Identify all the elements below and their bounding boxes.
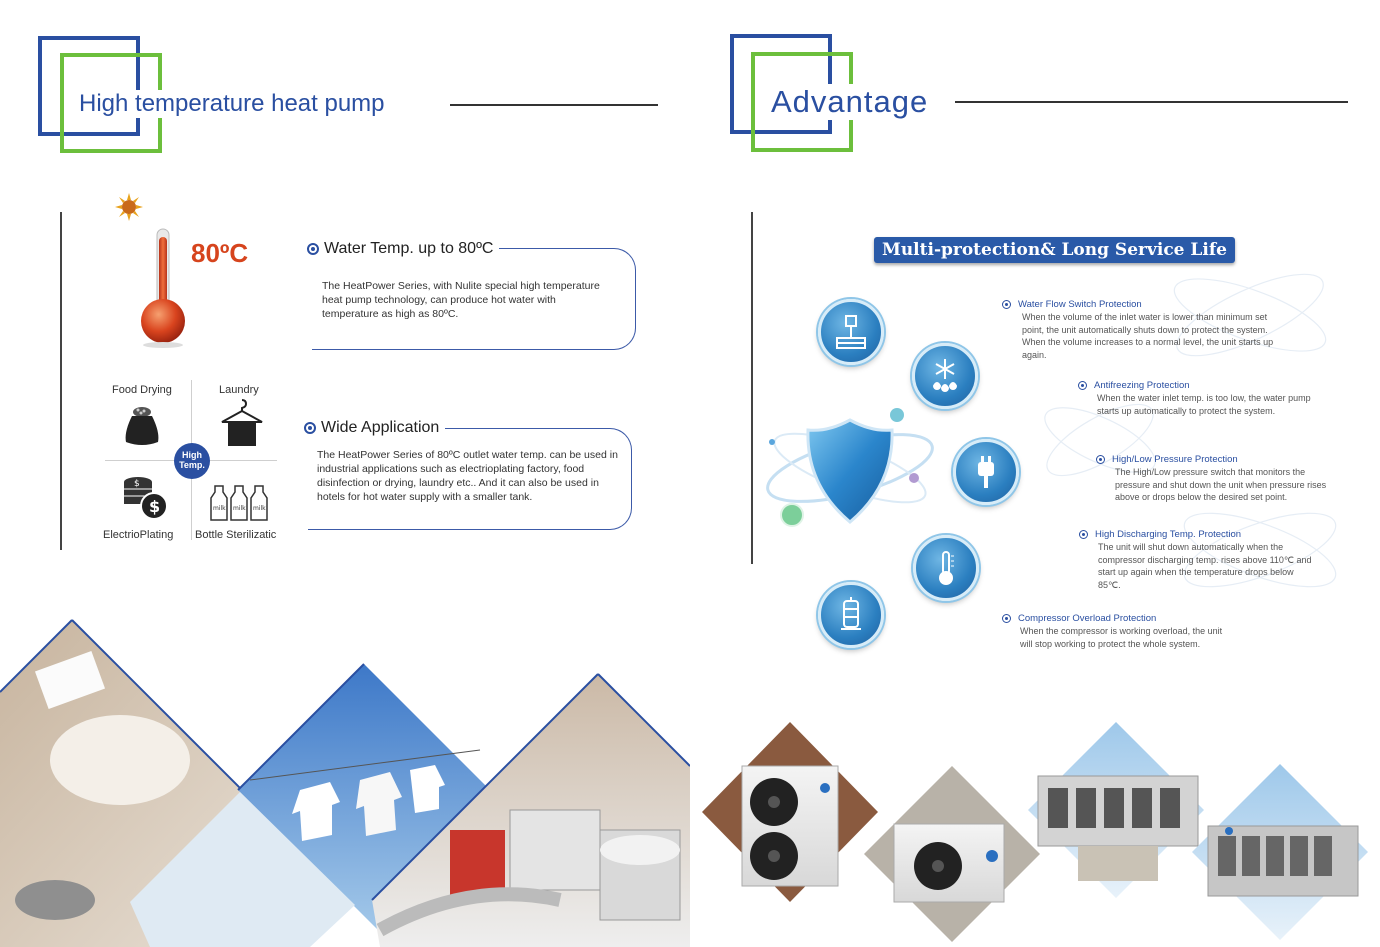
protection-discharge-text: The unit will shut down automatically when the compressor discharging temp. rises above 110℃ and start up again when the temperature drops below 85℃.: [1098, 542, 1312, 590]
milk-bottles-icon: [208, 484, 270, 522]
grain-sack-icon: [120, 402, 164, 446]
heading-rule-right: [955, 101, 1348, 103]
discharge-thermometer-icon: [913, 535, 979, 601]
bullet-icon: [1096, 455, 1105, 464]
milk-label: milk: [253, 505, 266, 512]
protection-title-4: [1002, 613, 1156, 624]
feature-wide-application-heading: Wide Application: [321, 419, 440, 436]
category-electroplating: ElectrioPlating: [103, 529, 174, 541]
protection-banner: Multi-protection& Long Service Life: [874, 237, 1235, 263]
protection-title-1: [1078, 380, 1190, 391]
high-temp-badge: [174, 443, 210, 479]
pressure-plug-icon: [953, 439, 1019, 505]
heading-rule-left: [450, 104, 658, 106]
feature-wide-application-text: The HeatPower Series of 80ºC outlet water temp. can be used in industrial applications such as electrioplating factory, food disinfection or drying, laundry etc.. And it can also be used in hotels for hot water supply with a smaller tank.: [317, 449, 618, 503]
protection-title-2: [1096, 454, 1238, 465]
svg-text:$: $: [134, 479, 140, 489]
water-flow-switch-icon: [818, 299, 884, 365]
section-divider-right: [751, 212, 753, 564]
category-laundry: Laundry: [219, 384, 259, 396]
feature-water-temp-text: The HeatPower Series, with Nulite special high temperature heat pump technology, can produce hot water with temperature as high as 80ºC.: [322, 280, 600, 320]
hanger-shirt-icon: [218, 396, 266, 448]
protection-compressor-text: When the compressor is working overload, the unit will stop working to protect the whole system.: [1020, 626, 1223, 649]
thermometer-icon: [138, 225, 198, 349]
protection-discharge-title: High Discharging Temp. Protection: [1095, 529, 1242, 540]
feature-water-temp-title: [307, 240, 499, 258]
high-temp-badge-line1: High: [182, 450, 202, 460]
protection-antifreezing-text: When the water inlet temp. is too low, the water pump starts up automatically to protect the system.: [1097, 393, 1311, 416]
protection-pressure-title: High/Low Pressure Protection: [1112, 454, 1238, 465]
bullet-icon: [1078, 381, 1087, 390]
protection-water-flow-title: Water Flow Switch Protection: [1018, 299, 1142, 310]
application-photo-collage: [0, 600, 690, 947]
protection-water-flow-text: When the volume of the inlet water is lower than minimum set point, the unit automatically shuts down to protect the system. When the volume increases to a normal level, the unit starts up again.: [1022, 312, 1274, 360]
milk-label: milk: [233, 505, 246, 512]
protection-title-3: [1079, 529, 1241, 540]
protection-pressure-text: The High/Low pressure switch that monitors the pressure and shut down the unit when pressure rises above or drops below the desired set point.: [1115, 467, 1327, 502]
compressor-icon: [818, 582, 884, 648]
bullet-icon: [1002, 300, 1011, 309]
section-divider-left: [60, 212, 62, 550]
sun-icon: [115, 193, 143, 221]
protection-compressor-title: Compressor Overload Protection: [1018, 613, 1157, 624]
milk-label: milk: [213, 505, 226, 512]
category-food-drying: Food Drying: [112, 384, 172, 396]
bullet-icon: [1079, 530, 1088, 539]
protection-title-0: [1002, 299, 1142, 310]
feature-wide-application-title: [304, 419, 445, 437]
bullet-icon: [307, 243, 319, 255]
bullet-icon: [1002, 614, 1011, 623]
installation-photo-row: [698, 716, 1380, 947]
category-bottle-sterilization: Bottle Sterilizatic: [195, 529, 277, 541]
bullet-icon: [304, 422, 316, 434]
antifreeze-snowflake-icon: [912, 343, 978, 409]
svg-text:$: $: [149, 497, 161, 516]
temperature-label: 80ºC: [191, 238, 249, 268]
protection-antifreezing-title: Antifreezing Protection: [1094, 380, 1190, 391]
coin-stack-icon: [120, 474, 170, 522]
page-title-left: High temperature heat pump: [79, 90, 385, 117]
shield-icon: [762, 400, 942, 535]
high-temp-badge-line2: Temp.: [179, 460, 205, 470]
feature-water-temp-heading: Water Temp. up to 80ºC: [324, 240, 494, 257]
page-title-right: Advantage: [771, 84, 929, 119]
